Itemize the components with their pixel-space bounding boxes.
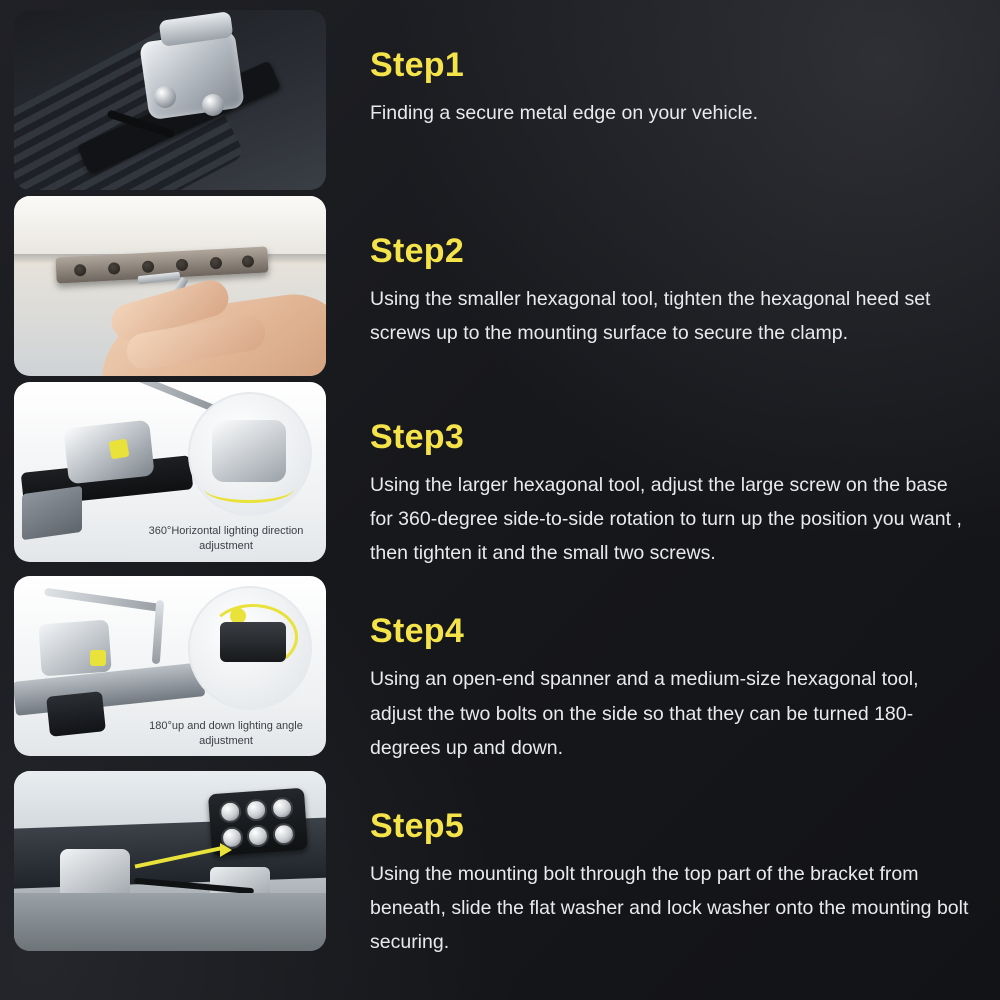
mounted-light-bar-photo [14,771,326,951]
led [270,796,293,819]
ground-surface [14,893,326,951]
mounting-surface [14,196,326,258]
step-item [0,576,1000,764]
rotation-arrow [204,474,294,503]
step-title: Step4 [370,612,465,651]
clamp-body [139,30,245,121]
step-description: Using an open-end spanner and a medium-size hexagonal tool, adjust the two bolts on the side so that they can be turned 180-degrees up and down. [370,668,919,759]
step-text [326,771,986,959]
vertical-angle-diagram [14,576,326,756]
step-item [0,382,1000,570]
screw-hole [210,257,223,270]
screw-hole [74,264,87,277]
screw-hole [176,259,189,272]
step-item [0,10,1000,190]
highlight-marker [90,650,106,666]
step-item [0,196,1000,376]
steps-list [0,10,1000,965]
mount-arm [22,486,82,540]
step-title: Step5 [370,806,465,845]
step-description: Finding a secure metal edge on your vehicle. [370,102,759,124]
clamp-on-vehicle-edge-photo [14,10,326,190]
screw-hole [142,260,155,273]
guide-arrow-icon [220,843,232,857]
step-title: Step1 [370,46,465,84]
step-text [326,196,986,350]
clamp-bolt-right [202,94,224,116]
screw-hole [242,255,255,268]
swivel-joint-closeup [212,420,286,482]
clamp-block [46,692,106,738]
spanner-handle [44,588,164,613]
light-closeup [220,622,286,662]
detail-inset-circle [188,392,312,516]
screw-hole [108,262,121,275]
step-title: Step2 [370,232,465,270]
detail-inset-circle [188,586,312,710]
hex-tool [101,382,222,415]
step-description: Using the smaller hexagonal tool, tighten the hexagonal heed set screws up to the mounting surface to secure the clamp. [370,288,931,345]
horizontal-rotation-diagram [14,382,326,562]
led [244,798,267,821]
step-text [326,382,986,570]
step-description: Using the mounting bolt through the top part of the bracket from beneath, slide the flat washer and lock washer onto the mounting bolt securing. [370,862,969,953]
led [272,822,295,845]
image-caption: 360°Horizontal lighting direction adjustment [148,525,304,553]
step-title: Step3 [370,418,465,456]
clamp-bolt-left [154,86,176,108]
highlight-marker [109,439,130,460]
swivel-joint [63,420,154,485]
led [218,800,241,823]
step-text [326,10,986,130]
bracket-assembly [38,620,111,677]
image-caption: 180°up and down lighting angle adjustment [149,719,303,747]
step-text [326,576,986,764]
step-description: Using the larger hexagonal tool, adjust the large screw on the base for 360-degree side-to-side rotation to turn up the position you want , then tighten it and the small two screws. [370,474,962,565]
step-item [0,771,1000,959]
led [246,824,269,847]
hand-tightening-set-screws-photo [14,196,326,376]
